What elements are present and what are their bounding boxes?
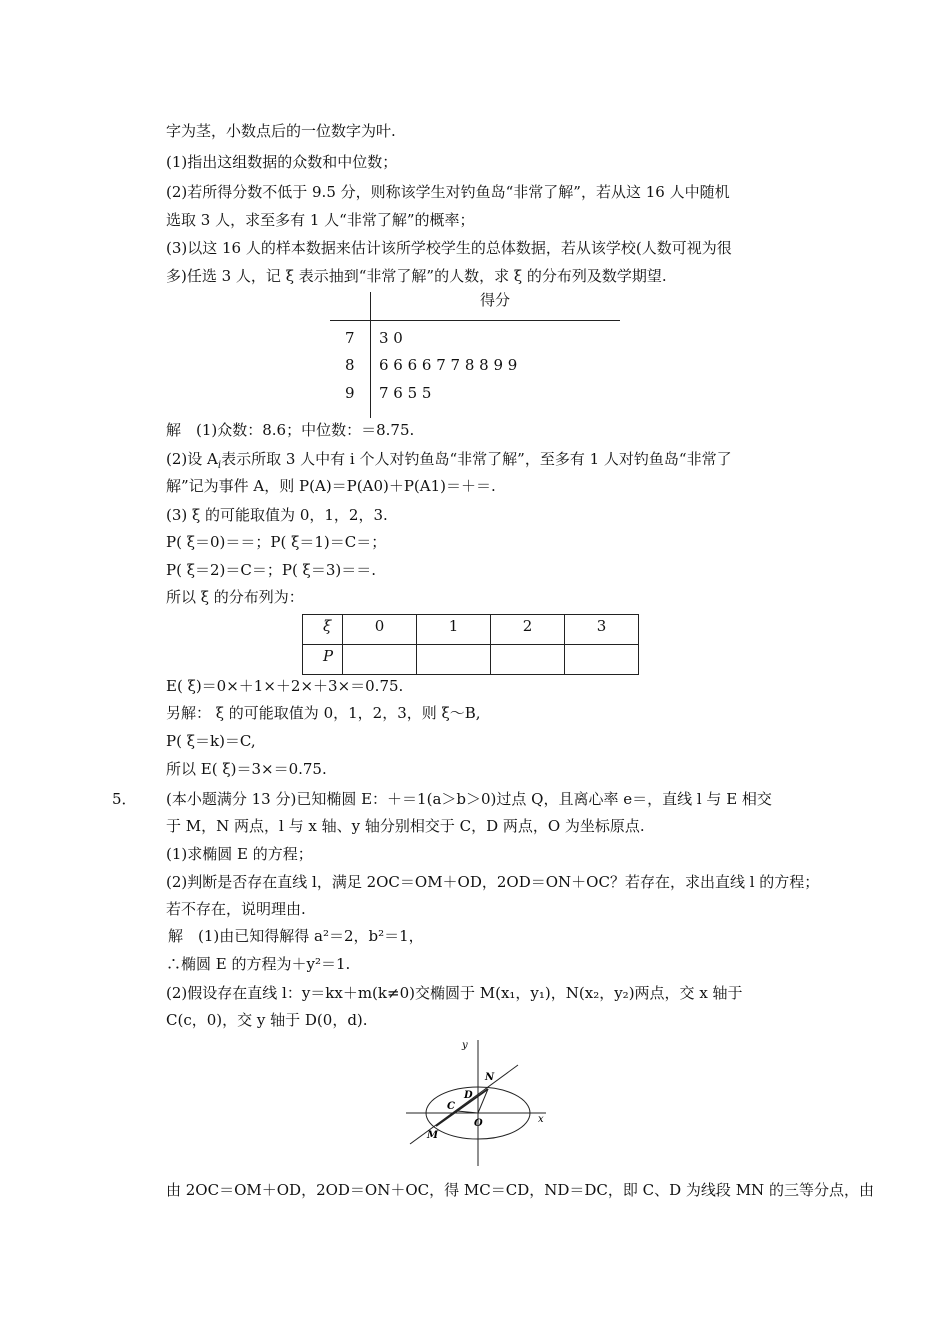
stem-7: 7 bbox=[345, 329, 355, 347]
problem5-part2: (2)判断是否存在直线 l，满足 2OC＝OM＋OD，2OD＝ON＋OC？若存在，求出直线 l 的方程； bbox=[166, 873, 820, 891]
ellipse-figure bbox=[400, 1038, 550, 1168]
label-o: O bbox=[474, 1118, 483, 1129]
stem-9: 9 bbox=[345, 384, 355, 402]
table-cell: 1 bbox=[417, 615, 491, 645]
problem4-part2-cont: 选取 3 人，求至多有 1 人“非常了解”的概率； bbox=[166, 211, 475, 229]
solution4-part2 bbox=[166, 449, 732, 469]
stem-divider bbox=[370, 292, 371, 418]
y-label: y bbox=[462, 1040, 468, 1051]
sol-text: (2)设 A bbox=[166, 450, 218, 468]
solution4-p23: P( ξ＝2)＝C＝；P( ξ＝3)＝＝. bbox=[166, 561, 376, 579]
x-label: x bbox=[538, 1114, 544, 1125]
problem4-line-1: 字为茎，小数点后的一位数字为叶. bbox=[166, 122, 396, 140]
table-cell bbox=[565, 645, 639, 675]
problem5-part1: (1)求椭圆 E 的方程； bbox=[166, 845, 313, 863]
label-m: M bbox=[427, 1130, 439, 1141]
problem4-part3-cont: 多)任选 3 人，记 ξ 表示抽到“非常了解”的人数，求 ξ 的分布列及数学期望. bbox=[166, 267, 667, 285]
solution4-alt: 另解： ξ 的可能取值为 0，1，2，3，则 ξ～B, bbox=[166, 704, 481, 722]
solution4-part1: 解 (1)众数：8.6；中位数：＝8.75. bbox=[166, 421, 415, 439]
sol-subscript: i bbox=[217, 460, 222, 471]
table-cell: 0 bbox=[343, 615, 417, 645]
table-row bbox=[303, 615, 639, 645]
solution4-alt-e: 所以 E( ξ)＝3×＝0.75. bbox=[166, 760, 327, 778]
leaves-7: 3 0 bbox=[379, 329, 403, 347]
problem4-part1: (1)指出这组数据的众数和中位数； bbox=[166, 153, 398, 171]
problem5-part2-cont: 若不存在，说明理由. bbox=[166, 900, 306, 918]
problem4-part2: (2)若所得分数不低于 9.5 分，则称该学生对钓鱼岛“非常了解”，若从这 16 人中随机 bbox=[166, 183, 730, 201]
solution4-part2-cont: 解”记为事件 A，则 P(A)＝P(A0)＋P(A1)＝＋＝. bbox=[166, 477, 496, 495]
table-cell bbox=[491, 645, 565, 675]
table-cell: 3 bbox=[565, 615, 639, 645]
sol-text: 表示所取 3 人中有 i 个人对钓鱼岛“非常了解”，至多有 1 人对钓鱼岛“非常了 bbox=[221, 450, 732, 468]
distribution-table bbox=[302, 614, 639, 675]
problem5-line-2: 于 M，N 两点，l 与 x 轴、y 轴分别相交于 C，D 两点，O 为坐标原点. bbox=[166, 817, 645, 835]
stem-leaf-header: 得分 bbox=[480, 291, 511, 309]
table-cell: 2 bbox=[491, 615, 565, 645]
solution4-alt-pk: P( ξ＝k)＝C, bbox=[166, 732, 256, 750]
solution5-ellipse: ∴椭圆 E 的方程为＋y²＝1. bbox=[166, 955, 351, 973]
solution5-part2-cont: C(c，0)，交 y 轴于 D(0，d). bbox=[166, 1011, 368, 1029]
solution5-part1: 解 (1)由已知得解得 a²＝2，b²＝1， bbox=[168, 927, 424, 945]
leaves-9: 7 6 5 5 bbox=[379, 384, 432, 402]
solution4-p01: P( ξ＝0)＝＝；P( ξ＝1)＝C＝； bbox=[166, 533, 387, 551]
table-cell bbox=[343, 645, 417, 675]
label-n: N bbox=[485, 1072, 495, 1083]
label-c: C bbox=[447, 1101, 455, 1112]
stem-8: 8 bbox=[345, 356, 355, 374]
solution4-part3: (3) ξ 的可能取值为 0，1，2，3. bbox=[166, 506, 388, 524]
solution5-trisection: 由 2OC＝OM＋OD，2OD＝ON＋OC，得 MC＝CD，ND＝DC，即 C、D 为线段 MN 的三等分点，由 bbox=[166, 1181, 874, 1199]
problem5-number: 5． bbox=[112, 790, 137, 808]
solution5-part2: (2)假设存在直线 l：y＝kx＋m(k≠0)交椭圆于 M(x₁，y₁)，N(x₂，y₂)两点，交 x 轴于 bbox=[166, 984, 743, 1002]
solution4-dist-intro: 所以 ξ 的分布列为： bbox=[166, 588, 304, 606]
table-cell: P bbox=[303, 645, 343, 675]
header-divider bbox=[330, 320, 620, 321]
leaves-8: 6 6 6 6 7 7 8 8 9 9 bbox=[379, 356, 518, 374]
table-row bbox=[303, 645, 639, 675]
problem4-part3: (3)以这 16 人的样本数据来估计该所学校学生的总体数据，若从该学校(人数可视为很 bbox=[166, 239, 732, 257]
problem5-line-1: (本小题满分 13 分)已知椭圆 E：＋＝1(a＞b＞0)过点 Q，且离心率 e＝，直线 l 与 E 相交 bbox=[166, 790, 772, 808]
table-cell: ξ bbox=[303, 615, 343, 645]
table-cell bbox=[417, 645, 491, 675]
solution4-expectation: E( ξ)＝0×＋1×＋2×＋3×＝0.75. bbox=[166, 677, 404, 695]
label-d: D bbox=[464, 1090, 473, 1101]
